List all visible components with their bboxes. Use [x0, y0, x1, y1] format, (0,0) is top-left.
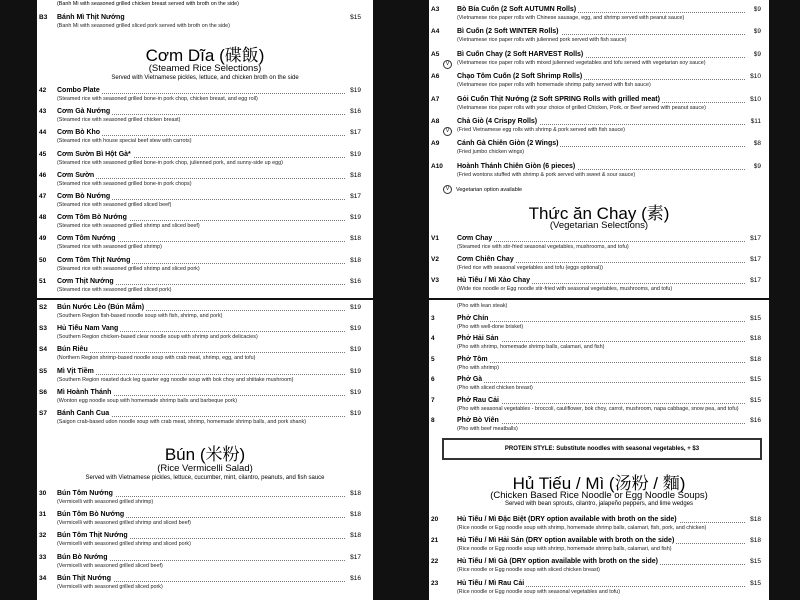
dot-leader	[57, 374, 345, 375]
menu-item	[37, 304, 373, 322]
menu-item	[429, 537, 769, 555]
menu-item	[429, 335, 769, 353]
item-code: 31	[39, 511, 47, 519]
item-code: 42	[39, 87, 47, 94]
item-name: Cơm Gà Nướng	[57, 108, 111, 116]
menu-item	[429, 417, 769, 435]
item-code: 8	[431, 417, 435, 424]
item-price: $19	[350, 388, 361, 396]
item-code: V3	[431, 277, 439, 285]
item-description: (Vermicelli with seasoned grilled sliced pork)	[57, 583, 163, 590]
item-name: Phở Hải Sản	[457, 335, 499, 342]
section-note: Served with bean sprouts, cilantro, jalapeño peppers, and lime wedges	[504, 501, 694, 507]
item-description: (Saigon crab-based udon noodle soup with crab meat, shrimp, homemade shrimp balls, and pork shank)	[57, 419, 307, 425]
item-price: $19	[350, 346, 361, 354]
dot-leader	[57, 178, 345, 179]
menu-item	[429, 300, 769, 312]
menu-item	[37, 129, 373, 147]
item-price: $15	[750, 579, 761, 587]
item-price: $17	[750, 235, 761, 242]
vegetarian-icon: V	[443, 185, 452, 194]
item-description: (Fried Vietnamese egg rolls with shrimp & pork served with fish sauce)	[457, 127, 625, 133]
item-description: (Steamed rice with seasoned grilled bone-in pork chops)	[57, 180, 192, 187]
menu-item	[429, 28, 769, 46]
item-code: 21	[431, 537, 439, 545]
item-code: 49	[39, 235, 47, 243]
section-title: Bún (米粉)	[164, 445, 246, 464]
menu-item	[37, 257, 373, 275]
item-code: 3	[431, 314, 435, 322]
item-description: (Southern Region roasted duck leg quarter egg noodle soup with bok choy and shiitake mushroom)	[57, 376, 294, 383]
item-description: (Vermicelli with seasoned grilled shrimp and sliced beef)	[57, 520, 191, 527]
item-price: $17	[350, 553, 361, 561]
item-name: Cơm Sườn Bì Hột Gà*	[57, 150, 131, 158]
item-name: Bì Cuốn (2 Soft WINTER Rolls)	[457, 28, 559, 36]
vegetarian-legend	[443, 185, 522, 194]
item-code: 6	[431, 376, 435, 383]
item-name: Phở Gà	[457, 376, 483, 383]
menu-item	[37, 346, 373, 364]
item-description: (Wide rice noodle or Egg noodle stir-fried with seasonal vegetables, mushrooms, and tofu)	[457, 286, 673, 293]
item-description: (Steamed rice with seasoned grilled shrimp and sliced pork)	[57, 265, 200, 272]
menu-item	[37, 193, 373, 211]
item-price: $19	[350, 150, 361, 158]
item-price: $17	[750, 256, 761, 264]
item-code: 46	[39, 171, 47, 179]
menu-item	[37, 235, 373, 253]
item-price: $18	[350, 490, 361, 497]
item-description: (Steamed rice with seasoned grilled shrimp)	[57, 244, 162, 251]
item-description: (Rice noodle or Egg noodle soup with shrimp, homemade shrimp balls, calamari, and fish)	[457, 546, 672, 553]
item-price: $18	[350, 532, 361, 540]
item-code: A4	[431, 28, 440, 36]
item-price: $16	[750, 417, 761, 424]
item-name: Bún Riêu	[57, 346, 88, 354]
item-code: V1	[431, 235, 439, 242]
item-price: $9	[753, 28, 761, 36]
item-name: Cơm Tôm Thịt Nướng	[57, 256, 131, 264]
item-description: (Wonton egg noodle soup with homemade shrimp balls and barbeque pork)	[57, 397, 237, 404]
item-code: 23	[431, 579, 439, 587]
menu-item	[37, 389, 373, 407]
item-code: 50	[39, 256, 47, 264]
item-price: $19	[350, 410, 361, 417]
item-name: Cơm Bò Kho	[57, 129, 101, 137]
item-name: Bún Bò Nướng	[57, 553, 108, 561]
item-code: A10	[431, 162, 443, 170]
item-description: (Vietnamese rice paper rolls with homemade shrimp patty served with fish sauce)	[457, 82, 651, 89]
item-price: $16	[350, 574, 361, 582]
menu-item	[429, 51, 769, 69]
item-price: $15	[750, 558, 761, 566]
item-description: (Pho with shrimp)	[457, 364, 499, 371]
item-description: (Southern Region fish-based noodle soup with fish, shrimp, and pork)	[57, 313, 223, 319]
item-price: $9	[753, 162, 761, 170]
item-price: $18	[750, 537, 761, 545]
section-subtitle: (Chicken Based Rice Noodle or Egg Noodle Soups)	[490, 490, 708, 501]
item-name: Bún Tôm Bò Nướng	[57, 511, 125, 519]
dot-leader	[457, 321, 745, 322]
menu-item	[37, 511, 373, 529]
menu-item	[37, 554, 373, 572]
item-code: A8	[431, 118, 440, 125]
item-description: (Steamed rice with seasoned grilled sliced beef)	[57, 202, 172, 208]
item-code: S7	[39, 410, 47, 417]
menu-item	[37, 214, 373, 232]
item-name: Chạo Tôm Cuốn (2 Soft Shrimp Rolls)	[457, 73, 583, 81]
item-code: A3	[431, 6, 440, 13]
section-note: Served with Vietnamese pickles, lettuce, cucumber, mint, cilantro, peanuts, and fish sauce	[85, 475, 325, 481]
item-description: (Northern Region shrimp-based noodle soup with crab meat, shrimp, egg, and tofu)	[57, 355, 256, 362]
item-description: (Vietnamese rice paper rolls with your choice of grilled Chicken, Pork, or Beef served with peanut sauce)	[457, 104, 706, 111]
item-price: $9	[753, 6, 761, 13]
menu-panel-top-left	[37, 0, 373, 298]
section-note: Served with Vietnamese pickles, lettuce, and chicken broth on the side	[111, 75, 299, 81]
item-description: (Pho with seasonal vegetables - broccoli, cauliflower, bok choy, carrot, mushroom, napa cabbage, snow pea, and tofu)	[457, 405, 739, 412]
item-name: Cơm Thịt Nướng	[57, 277, 114, 285]
menu-item	[37, 532, 373, 550]
item-code: S6	[39, 388, 47, 396]
menu-item	[429, 397, 769, 415]
cut-description: (Banh Mi with seasoned grilled chicken breast served with broth on the side)	[57, 1, 239, 7]
item-name: Cơm Chiên Chay	[457, 256, 514, 264]
menu-item	[37, 490, 373, 508]
item-name: Phở Tôm	[457, 355, 488, 363]
menu-item	[429, 140, 769, 158]
item-price: $19	[350, 325, 361, 333]
menu-item-b3	[37, 14, 373, 32]
item-description: (Pho with shrimp, homemade shrimp balls, calamari, and fish)	[457, 344, 605, 350]
item-price: $19	[350, 214, 361, 222]
item-price: $16	[350, 277, 361, 285]
item-code: 20	[431, 516, 439, 523]
item-description: (Vermicelli with seasoned grilled sliced beef)	[57, 562, 163, 569]
menu-item	[429, 256, 769, 274]
menu-item	[37, 151, 373, 169]
item-description: (Vietnamese rice paper rolls with mixed julienned vegetables and tofu served with vegetarian soy sauce)	[457, 59, 706, 66]
item-description: (Steamed rice with house special beef stew with carrots)	[57, 138, 192, 145]
item-description: (Steamed rice with stir-fried seasonal vegetables, mushrooms, and tofu)	[457, 244, 629, 250]
item-description: (Steamed rice with seasoned grilled bone-in pork chop, julienned pork, and sunny-side up egg)	[57, 159, 283, 166]
menu-item	[37, 410, 373, 428]
item-name: Chả Giò (4 Crispy Rolls)	[457, 118, 538, 125]
menu-item	[429, 118, 769, 136]
item-name: Phở Chín	[457, 314, 489, 322]
menu-panel-top-right	[429, 0, 769, 298]
item-name: Hủ Tiếu / Mì Gà (DRY option available with broth on the side)	[457, 558, 658, 566]
item-code: A6	[431, 73, 440, 81]
item-price: $18	[750, 335, 761, 342]
item-description: (Pho with sliced chicken breast)	[457, 385, 533, 391]
vegetarian-icon: V	[443, 60, 452, 69]
item-description: (Fried wontons stuffed with shrimp & pork served with sweet & sour sauce)	[457, 171, 636, 178]
item-price: $17	[350, 129, 361, 137]
item-description: (Pho with well-done brisket)	[457, 323, 524, 330]
legend-text: Vegetarian option available	[456, 186, 523, 193]
item-description: (Rice noodle or Egg noodle soup with shrimp, homemade shrimp balls, calamari, fish, pork, and chicken)	[457, 525, 707, 531]
item-description: (Vermicelli with seasoned grilled shrimp and sliced pork)	[57, 541, 191, 548]
item-code: 7	[431, 396, 435, 404]
menu-item	[429, 376, 769, 394]
item-price: $18	[750, 516, 761, 523]
item-description: (Fried rice with seasonal vegetables and tofu (eggs optional))	[457, 265, 603, 272]
item-code: V2	[431, 256, 439, 264]
dot-leader	[57, 352, 345, 353]
item-description: (Steamed rice with seasoned grilled chicken breast)	[57, 117, 181, 124]
menu-item	[429, 315, 769, 333]
section-subtitle: (Vegetarian Selections)	[549, 220, 649, 231]
item-code: 33	[39, 553, 47, 561]
item-code: 4	[431, 335, 435, 342]
protein-style-note: PROTEIN STYLE: Substitute noodles with seasonal vegetables, + $3	[442, 438, 762, 460]
item-price: $10	[750, 95, 761, 103]
item-name: Hủ Tiếu / Mì Đặc Biệt (DRY option available with broth on the side)	[457, 516, 677, 523]
item-code: S2	[39, 304, 47, 311]
item-code: 22	[431, 558, 439, 566]
item-name: Cánh Gà Chiên Giòn (2 Wings)	[457, 140, 559, 148]
item-code: 32	[39, 532, 47, 540]
item-name: Phở Bò Viên	[457, 417, 499, 424]
item-code: 47	[39, 193, 47, 200]
item-description: (Steamed rice with seasoned grilled bone-in pork chop, chicken breast, and egg roll)	[57, 96, 258, 102]
menu-item	[37, 278, 373, 296]
menu-item	[429, 163, 769, 181]
item-name: Cơm Chay	[457, 235, 493, 242]
menu-item	[37, 325, 373, 343]
item-code: 34	[39, 574, 47, 582]
item-description: (Steamed rice with seasoned grilled shrimp and sliced beef)	[57, 223, 200, 230]
menu-item	[429, 73, 769, 91]
item-code: S3	[39, 325, 47, 333]
item-price: $18	[350, 256, 361, 264]
section-title: Thức ăn Chay (素)	[528, 204, 670, 223]
item-name: Cơm Tôm Bò Nướng	[57, 214, 127, 222]
menu-item	[37, 87, 373, 105]
item-code: 48	[39, 214, 47, 222]
menu-item	[429, 516, 769, 534]
item-price: $17	[350, 193, 361, 200]
section-subtitle: (Rice Vermicelli Salad)	[157, 463, 253, 474]
item-code: A5	[431, 50, 440, 58]
item-description: (Rice noodle or Egg noodle soup with seasonal vegetables and tofu)	[457, 588, 621, 595]
item-name: Bún Nước Lèo (Bún Mắm)	[57, 304, 145, 311]
menu-item	[429, 96, 769, 114]
item-description: (Steamed rice with seasoned grilled sliced pork)	[57, 286, 172, 293]
menu-item	[429, 277, 769, 295]
menu-item	[37, 575, 373, 593]
item-price: $18	[350, 171, 361, 179]
menu-item	[429, 235, 769, 253]
dot-leader	[457, 362, 745, 363]
item-code: 44	[39, 129, 47, 137]
item-name: Mì Hoành Thánh	[57, 388, 112, 396]
menu-item	[429, 6, 769, 24]
item-name: Hoành Thánh Chiên Giòn (6 pieces)	[457, 162, 576, 170]
item-code: 45	[39, 150, 47, 158]
item-description: (Vermicelli with seasoned grilled shrimp)	[57, 499, 154, 505]
item-name: Combo Plate	[57, 87, 100, 94]
item-code: S4	[39, 346, 47, 354]
item-description: (Vietnamese rice paper rolls with julienned pork served with fish sauce)	[457, 37, 627, 44]
item-code: A7	[431, 95, 440, 103]
item-description: (Banh Mi with seasoned grilled sliced pork served with broth on the side)	[57, 23, 230, 29]
item-name: Hủ Tiếu / Mì Rau Cải	[457, 579, 525, 587]
dot-leader	[457, 382, 745, 383]
section-title: Hủ Tiếu / Mì (汤粉 / 麵)	[512, 474, 686, 493]
menu-item	[429, 580, 769, 598]
dot-leader	[457, 241, 745, 242]
menu-panel-bottom-left	[37, 300, 373, 600]
item-price: $15	[750, 396, 761, 404]
item-code: 30	[39, 490, 47, 497]
item-name: Cơm Tôm Nướng	[57, 235, 116, 243]
item-name: Phở Rau Cải	[457, 396, 499, 404]
item-name: Bánh Mì Thịt Nướng	[57, 14, 125, 21]
menu-panel-bottom-right	[429, 300, 769, 600]
item-name: Hủ Tiếu / Mì Xào Chay	[457, 277, 530, 285]
item-name: Gỏi Cuốn Thịt Nướng (2 Soft SPRING Rolls with grilled meat)	[457, 95, 660, 103]
item-name: Bì Cuốn Chay (2 Soft HARVEST Rolls)	[457, 50, 584, 58]
item-description: (Vietnamese rice paper rolls with Chinese sausage, egg, and shrimp served with peanut sauce)	[457, 15, 685, 21]
item-price: $9	[753, 50, 761, 58]
item-price: $16	[350, 108, 361, 116]
item-description: (Rice noodle or Egg noodle soup with sliced chicken breast)	[457, 567, 600, 574]
menu-item	[429, 356, 769, 374]
item-name: Bò Bía Cuốn (2 Soft AUTUMN Rolls)	[457, 6, 577, 13]
item-name: Bún Tôm Nướng	[57, 490, 113, 497]
vegetarian-icon: V	[443, 127, 452, 136]
menu-item	[37, 108, 373, 126]
item-code: A9	[431, 140, 440, 148]
menu-item	[37, 172, 373, 190]
menu-item	[429, 558, 769, 576]
item-price: $18	[750, 355, 761, 363]
item-code: 5	[431, 355, 435, 363]
item-name: Hủ Tiếu / Mì Hải Sản (DRY option available with broth on the side)	[457, 537, 675, 545]
section-title: Cơm Dĩa (碟飯)	[145, 46, 265, 65]
item-price: $15	[350, 14, 361, 21]
item-description: (Pho with beef meatballs)	[457, 426, 518, 432]
item-price: $15	[750, 376, 761, 383]
item-code: 51	[39, 277, 47, 285]
item-price: $19	[350, 304, 361, 311]
item-price: $10	[750, 73, 761, 81]
item-code: B3	[39, 14, 48, 21]
item-price: $19	[350, 87, 361, 94]
section-subtitle: (Steamed Rice Selections)	[148, 63, 262, 74]
item-name: Bánh Canh Cua	[57, 410, 110, 417]
item-description: (Fried jumbo chicken wings)	[457, 149, 525, 156]
menu-item	[37, 368, 373, 386]
item-price: $19	[350, 367, 361, 375]
item-code: 43	[39, 108, 47, 116]
item-code: S5	[39, 367, 47, 375]
item-name: Hủ Tiếu Nam Vang	[57, 325, 119, 333]
item-name: Cơm Bò Nướng	[57, 193, 111, 200]
item-price: $11	[750, 118, 761, 125]
item-name: Cơm Sườn	[57, 171, 95, 179]
item-description: (Pho with lean steak)	[457, 303, 508, 309]
item-name: Bún Tôm Thịt Nướng	[57, 532, 128, 540]
item-name: Mì Vịt Tiềm	[57, 367, 94, 375]
item-price: $15	[750, 314, 761, 322]
item-price: $18	[350, 235, 361, 243]
item-price: $17	[750, 277, 761, 285]
item-name: Bún Thịt Nướng	[57, 574, 111, 582]
item-price: $18	[350, 511, 361, 519]
item-price: $8	[753, 140, 761, 148]
item-description: (Southern Region chicken-based clear noodle soup with shrimp and pork delicacies)	[57, 334, 258, 341]
